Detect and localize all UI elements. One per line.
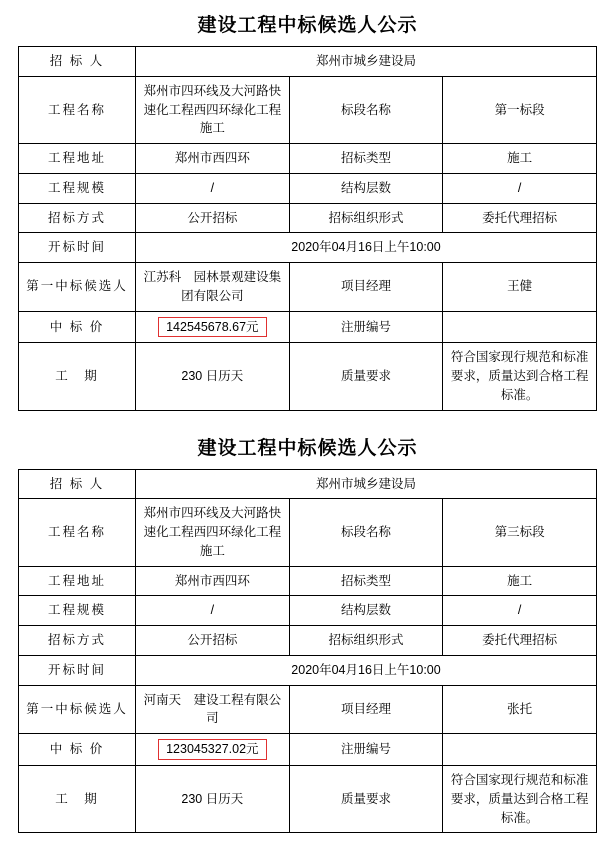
row-value-project-manager: 张托: [443, 685, 597, 734]
bid-table-1: [18, 46, 597, 411]
table-row: [19, 469, 597, 499]
row-value-project-scale: /: [136, 596, 290, 626]
table-row: [19, 596, 597, 626]
row-value-bid-type: 施工: [443, 144, 597, 174]
row-label-bid-type: 招标类型: [289, 144, 443, 174]
row-label-duration: 工 期: [19, 343, 136, 410]
row-value-bid-organization: 委托代理招标: [443, 626, 597, 656]
page-title-2: 建设工程中标候选人公示: [197, 437, 418, 459]
row-label-structure-floors: 结构层数: [289, 173, 443, 203]
row-label-tenderer: 招 标 人: [19, 469, 136, 499]
row-label-project-scale: 工程规模: [19, 173, 136, 203]
table-row: [19, 203, 597, 233]
row-value-duration: 230 日历天: [136, 343, 290, 410]
row-label-register-no: 注册编号: [289, 311, 443, 343]
row-label-bid-organization: 招标组织形式: [289, 626, 443, 656]
row-label-bid-price: 中 标 价: [19, 311, 136, 343]
row-value-structure-floors: /: [443, 596, 597, 626]
row-label-first-candidate: 第一中标候选人: [19, 263, 136, 312]
row-value-section-name: 第一标段: [443, 76, 597, 143]
row-value-register-no: [443, 734, 597, 766]
row-label-project-address: 工程地址: [19, 566, 136, 596]
table-row: [19, 626, 597, 656]
row-value-project-name: 郑州市四环线及大河路快速化工程西四环绿化工程施工: [136, 76, 290, 143]
bid-price-highlight: 123045327.02元: [158, 739, 266, 760]
row-label-bid-organization: 招标组织形式: [289, 203, 443, 233]
row-value-project-address: 郑州市西四环: [136, 566, 290, 596]
row-label-project-name: 工程名称: [19, 76, 136, 143]
row-label-open-time: 开标时间: [19, 655, 136, 685]
row-value-bid-method: 公开招标: [136, 203, 290, 233]
row-label-quality: 质量要求: [289, 343, 443, 410]
row-value-bid-method: 公开招标: [136, 626, 290, 656]
row-value-register-no: [443, 311, 597, 343]
row-value-first-candidate: 江苏科 园林景观建设集团有限公司: [136, 263, 290, 312]
table-row: [19, 173, 597, 203]
document-page: [0, 10, 615, 833]
row-label-bid-method: 招标方式: [19, 203, 136, 233]
row-value-bid-price-cell: [136, 311, 290, 343]
row-label-section-name: 标段名称: [289, 76, 443, 143]
page-title-1: 建设工程中标候选人公示: [197, 15, 418, 36]
row-label-project-manager: 项目经理: [289, 685, 443, 734]
table-row: [19, 76, 597, 143]
table-row: [19, 311, 597, 343]
row-value-bid-price-cell: [136, 734, 290, 766]
row-value-open-time: 2020年04月16日上午10:00: [136, 655, 597, 685]
table-row: [19, 263, 597, 312]
row-label-duration: 工 期: [19, 766, 136, 833]
table-row: [19, 233, 597, 263]
row-value-project-manager: 王健: [443, 263, 597, 312]
table-row: [19, 685, 597, 734]
bid-table-2: [18, 469, 597, 834]
row-value-quality: 符合国家现行规范和标准要求，质量达到合格工程标准。: [443, 343, 597, 410]
table-row: [19, 734, 597, 766]
row-value-structure-floors: /: [443, 173, 597, 203]
row-value-bid-type: 施工: [443, 566, 597, 596]
announcement-block-2: [0, 433, 615, 834]
table-row: [19, 144, 597, 174]
table-row: [19, 343, 597, 410]
section-divider: [0, 411, 615, 423]
row-value-tenderer: 郑州市城乡建设局: [136, 47, 597, 77]
row-value-open-time: 2020年04月16日上午10:00: [136, 233, 597, 263]
row-value-project-name: 郑州市四环线及大河路快速化工程西四环绿化工程施工: [136, 499, 290, 566]
row-label-first-candidate: 第一中标候选人: [19, 685, 136, 734]
row-label-tenderer: 招 标 人: [19, 47, 136, 77]
table-row: [19, 655, 597, 685]
row-label-quality: 质量要求: [289, 766, 443, 833]
row-value-first-candidate: 河南天 建设工程有限公司: [136, 685, 290, 734]
row-value-project-address: 郑州市西四环: [136, 144, 290, 174]
row-label-project-name: 工程名称: [19, 499, 136, 566]
table-row: [19, 766, 597, 833]
table-row: [19, 499, 597, 566]
table-row: [19, 47, 597, 77]
row-value-section-name: 第三标段: [443, 499, 597, 566]
row-label-bid-method: 招标方式: [19, 626, 136, 656]
row-label-project-manager: 项目经理: [289, 263, 443, 312]
row-value-duration: 230 日历天: [136, 766, 290, 833]
table-row: [19, 566, 597, 596]
row-label-section-name: 标段名称: [289, 499, 443, 566]
row-value-quality: 符合国家现行规范和标准要求，质量达到合格工程标准。: [443, 766, 597, 833]
row-value-tenderer: 郑州市城乡建设局: [136, 469, 597, 499]
row-label-project-scale: 工程规模: [19, 596, 136, 626]
row-label-open-time: 开标时间: [19, 233, 136, 263]
bid-price-highlight: 142545678.67元: [158, 317, 266, 338]
announcement-block-1: [0, 10, 615, 411]
row-label-bid-price: 中 标 价: [19, 734, 136, 766]
row-value-bid-organization: 委托代理招标: [443, 203, 597, 233]
row-label-structure-floors: 结构层数: [289, 596, 443, 626]
row-label-project-address: 工程地址: [19, 144, 136, 174]
row-value-project-scale: /: [136, 173, 290, 203]
row-label-register-no: 注册编号: [289, 734, 443, 766]
row-label-bid-type: 招标类型: [289, 566, 443, 596]
